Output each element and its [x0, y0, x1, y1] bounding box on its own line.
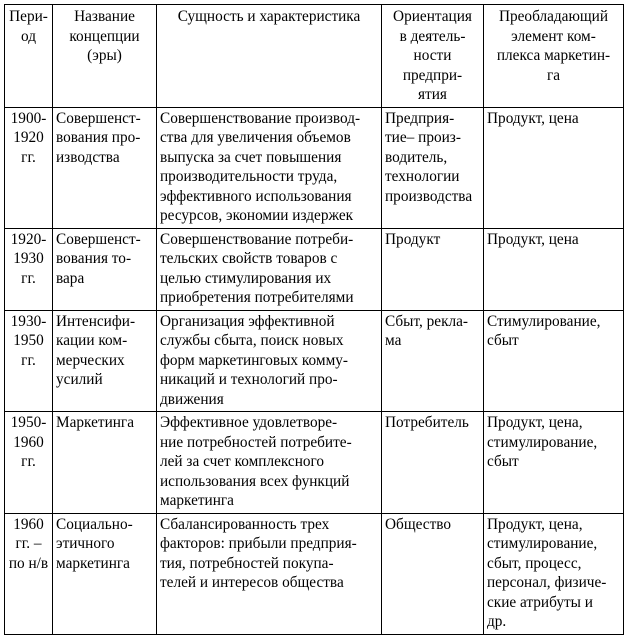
essence-text: Сбалансированность трех факторов: прибыли предприя- тия, потребностей покупа- телей и интересов общества: [160, 515, 357, 591]
cell-concept: [53, 513, 157, 634]
essence-text: Эффективное удовлетворе- ние потребностей потребите- лей за счет комплексного использования всех функций маркетинга: [160, 414, 352, 509]
cell-essence: [157, 228, 382, 310]
cell-period: [5, 228, 53, 310]
header-period: [5, 5, 53, 108]
orientation-text: Потребитель: [385, 414, 469, 431]
cell-essence: [157, 412, 382, 514]
essence-text: Организация эффективной службы сбыта, поиск новых форм маркетинговых комму- никаций и технологий про- движения: [160, 312, 349, 408]
orientation-text: Сбыт, рекла- ма: [385, 312, 469, 349]
table-row: [5, 107, 624, 228]
cell-orientation: [382, 228, 484, 310]
cell-essence: [157, 310, 382, 412]
concept-text: Совершенст- вования про- изводства: [56, 109, 141, 166]
essence-text: Совершенствование производ- ства для увеличения объемов выпуска за счет повышения производительности труда, эффективного использования ресурсов, экономии издержек: [160, 109, 361, 224]
orientation-text: Предприя- тие– произ- водитель, технологии производства: [385, 109, 473, 205]
table-row: [5, 310, 624, 412]
cell-period: [5, 412, 53, 514]
element-text: Продукт, цена: [487, 109, 579, 127]
period-text: 1950- 1960 гг.: [10, 414, 47, 470]
cell-essence: [157, 107, 382, 228]
cell-concept: [53, 107, 157, 228]
table-header-row: [5, 5, 624, 108]
cell-orientation: [382, 412, 484, 514]
cell-orientation: [382, 310, 484, 412]
cell-concept: [53, 228, 157, 310]
concept-text: Социально- этичного маркетинга: [56, 515, 133, 572]
element-text: Продукт, цена, стимулирование, сбыт: [487, 414, 598, 470]
element-text: Стимулирование, сбыт: [487, 312, 601, 349]
element-text: Продукт, цена, стимулирование, сбыт, процесс, персонал, физиче- ские атрибуты и др.: [487, 515, 607, 630]
period-text: 1960 гг. – по н/в: [8, 515, 49, 572]
cell-element: [484, 310, 624, 412]
concept-text: Маркетинга: [56, 414, 135, 431]
header-orientation-text: Ориентация в деятель- ности предпри- ятия: [393, 8, 472, 103]
cell-orientation: [382, 513, 484, 634]
header-orientation: [382, 5, 484, 108]
cell-element: [484, 412, 624, 514]
period-text: 1920- 1930 гг.: [10, 230, 47, 287]
marketing-concepts-table: [4, 4, 624, 635]
cell-element: [484, 228, 624, 310]
orientation-text: Общество: [385, 515, 452, 533]
header-concept: [53, 5, 157, 108]
header-essence: [157, 5, 382, 108]
cell-element: [484, 107, 624, 228]
table-row: [5, 513, 624, 634]
cell-period: [5, 513, 53, 634]
header-essence-text: Сущность и характеристика: [177, 8, 361, 25]
header-period-text: Пери- од: [9, 8, 48, 45]
orientation-text: Продукт: [385, 230, 441, 248]
table-row: [5, 228, 624, 310]
cell-period: [5, 310, 53, 412]
table-row: [5, 412, 624, 514]
period-text: 1930- 1950 гг.: [10, 312, 47, 369]
concept-text: Совершенст- вования то- вара: [56, 230, 141, 287]
cell-concept: [53, 412, 157, 514]
concept-text: Интенсифи- кации ком- мерческих усилий: [56, 312, 136, 388]
element-text: Продукт, цена: [487, 230, 579, 248]
cell-concept: [53, 310, 157, 412]
cell-essence: [157, 513, 382, 634]
cell-orientation: [382, 107, 484, 228]
header-concept-text: Название концепции (эры): [69, 8, 140, 64]
essence-text: Совершенствование потреби- тельских свойств товаров с целью стимулирования их приобретения потребителями: [160, 230, 354, 306]
header-element: [484, 5, 624, 108]
period-text: 1900- 1920 гг.: [10, 109, 47, 166]
cell-period: [5, 107, 53, 228]
header-element-text: Преобладающий элемент ком- плекса маркетин- га: [496, 8, 611, 84]
cell-element: [484, 513, 624, 634]
